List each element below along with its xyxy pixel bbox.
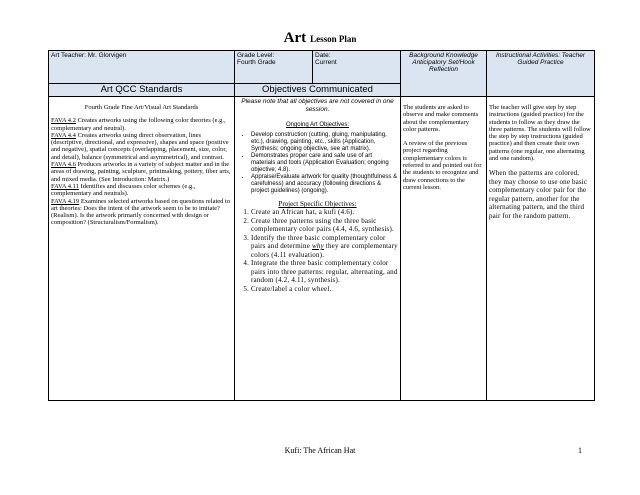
qcc-heading: Fourth Grade Fine Art/Visual Art Standards xyxy=(84,104,199,111)
grade-label: Grade Level: xyxy=(237,52,275,59)
title-main: Art xyxy=(283,30,307,46)
page-number: 1 xyxy=(578,446,582,455)
objectives-note: Please note that all objectives are not covered in one session. xyxy=(241,98,394,113)
qcc-item: FAVA 4.2 Creates artworks using the following color theories (e.g., complementary and neutral). xyxy=(51,117,226,132)
teacher-label: Art Teacher: Mr. Glorvigen xyxy=(51,52,127,59)
project-item: 1. Create an African hat, a kufi (4.6). xyxy=(251,208,398,217)
instruction-p2: When the patterns are colored, they may choose to use one basic complementary color pair for the regular pattern, another for the alternating pattern, and the third pair for the random pattern. xyxy=(489,169,588,220)
instruction-header: Instructional Activities: Teacher Guided Practice xyxy=(487,51,595,97)
background-p1: The students are asked to observe and make comments about the complementary color patterns. xyxy=(403,104,479,133)
date-value: Current xyxy=(315,59,337,66)
project-item: 5. Create/label a color wheel. xyxy=(251,285,398,294)
title-sub: Lesson Plan xyxy=(310,34,357,44)
date-cell xyxy=(313,51,401,84)
project-item: 2. Create three patterns using the three basic complementary color pairs (4.4, 4.6, synthesis). xyxy=(251,217,398,234)
page-title xyxy=(0,29,640,47)
date-label: Date: xyxy=(315,52,331,59)
ongoing-item: • Develop construction (cutting, gluing, manipulating, etc.), drawing, painting, etc., skills (Application, Synthesis; ongoing objective, see art matrix). xyxy=(251,132,398,153)
teacher-cell xyxy=(49,51,235,84)
qcc-item: FAVA 4.6 Produces artworks in a variety of subject matter and in the areas of drawing, painting, sculpture, printmaking, pottery, fiber arts, and mixed media. (See Introduction: Matrix.) xyxy=(51,161,231,183)
project-title: Project Specific Objectives: xyxy=(278,200,357,208)
qcc-item: FAVA 4.11 Identifies and discusses color schemes (e.g., complementary and neutrals). xyxy=(51,182,196,198)
objectives-cell xyxy=(235,97,401,401)
qcc-list xyxy=(51,117,232,226)
lesson-plan-table xyxy=(48,50,595,401)
grade-value: Fourth Grade xyxy=(237,59,276,66)
project-item: 4. Integrate the three basic complementary color pairs into three patterns: regular, alternating, and random (4.2, 4.11, synthesis). xyxy=(251,259,398,285)
ongoing-item: • Demonstrates proper care and safe use of art materials and tools (Application Evaluation; ongoing objective; 4.8). xyxy=(251,153,398,174)
instruction-p1: The teacher will give step by step instructions (guided practice) for the students to follow as they draw the three patterns. The students will follow the step by step instructions (guided practice) and then create their own patterns (one regular, one alternating and one random). xyxy=(489,104,591,163)
footer-title: Kufi: The African Hat xyxy=(284,446,356,455)
background-header: Background Knowledge Anticipatory Set/Hook Reflection xyxy=(401,51,487,97)
background-cell xyxy=(401,97,487,401)
ongoing-item: • Appraise/Evaluate artwork for quality (thoughtfulness & carefulness) and accuracy (following directions & project guidelines) (ongoing). xyxy=(251,174,398,195)
instruction-cell xyxy=(487,97,595,401)
grade-cell xyxy=(235,51,313,84)
background-p2: A review of the previous project regarding complementary colors is referred to and pointed out for the students to recognize and draw connections to the current lesson. xyxy=(403,140,482,191)
project-item: 3. Identify the three basic complementary color pairs and determine why they are complementary colors (4.11 evaluation). xyxy=(251,234,398,260)
qcc-item: FAVA 4.4 Creates artworks using direct observation, lines (descriptive, directional, and expressive), shapes and space (positive and negative), spatial concepts (overlapping, placement, size, color, and detail), balance (symmetrical and asymmetrical), and contrast. xyxy=(51,131,229,161)
qcc-item: FAVA 4.19 Examines selected artworks based on questions related to art theories: Does the intent of the artwork seem to be to imitate? (Realism). Is the artwork primarily concerned with design or composition? (Structuralism/Formalism). xyxy=(51,197,231,227)
objectives-subheader: Objectives Communicated xyxy=(235,84,401,97)
ongoing-title: Ongoing Art Objectives: xyxy=(285,122,350,128)
ongoing-list xyxy=(237,132,398,195)
qcc-cell xyxy=(49,97,235,401)
qcc-subheader: Art QCC Standards xyxy=(49,84,235,97)
project-list xyxy=(237,208,398,293)
